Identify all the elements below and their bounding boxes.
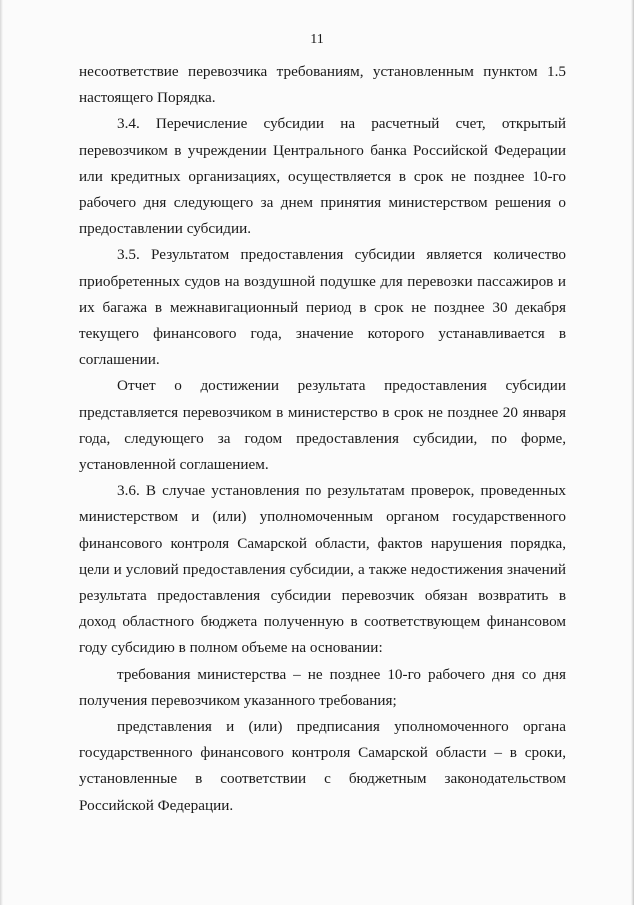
paragraph-continuation: несоответствие перевозчика требованиям, установленным пунктом 1.5 настоящего Порядка.	[79, 63, 566, 107]
paragraph-control-body-order: представления и (или) предписания уполномоченного органа государственного финансового контроля Самарской области – в сроки, установленные в соответствии с бюджетным законодательством Российской Федерации.	[79, 718, 566, 814]
document-body	[79, 59, 566, 819]
paragraph-report: Отчет о достижении результата предоставления субсидии представляется перевозчиком в министерство в срок не позднее 20 января года, следующего за годом предоставления субсидии, по форме, установленной соглашением.	[79, 377, 566, 474]
paragraph-3-5: 3.5. Результатом предоставления субсидии является количество приобретенных судов на воздушной подушке для перевозки пассажиров и их багажа в межнавигационный период в срок не позднее 30 декабря текущего финансового года, значение которого устанавливается в соглашении.	[79, 246, 566, 369]
paragraph-3-4: 3.4. Перечисление субсидии на расчетный счет, открытый перевозчиком в учреждении Центрального банка Российской Федерации или кредитных организациях, осуществляется в срок не позднее 10-го рабочего дня следующего за днем принятия министерством решения о предоставлении субсидии.	[79, 115, 566, 238]
page-number: 11	[310, 32, 324, 47]
paragraph-ministry-requirement: требования министерства – не позднее 10-го рабочего дня со дня получения перевозчиком указанного требования;	[79, 665, 566, 709]
scan-edge-left	[0, 0, 3, 905]
paragraph-3-6: 3.6. В случае установления по результатам проверок, проведенных министерством и (или) уполномоченным органом государственного финансового контроля Самарской области, фактов нарушения порядка, цели и условий предоставления субсидии, а также недостижения значений результата предоставления субсидии перевозчик обязан возвратить в доход областного бюджета полученную в соответствующем финансовом году субсидию в полном объеме на основании:	[79, 482, 566, 657]
